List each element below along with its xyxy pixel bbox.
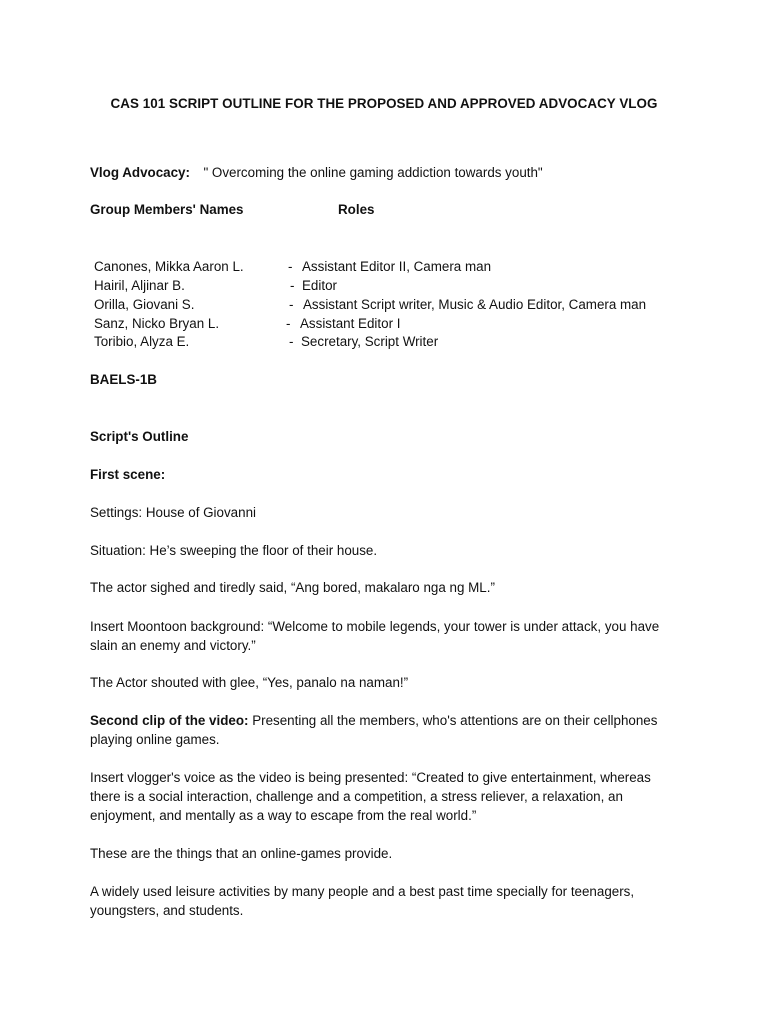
member-role [289, 295, 646, 314]
member-name: Canones, Mikka Aaron L. [94, 259, 244, 274]
settings-line: Settings: House of Giovanni [90, 505, 256, 520]
role-text: Assistant Editor II, Camera man [302, 259, 492, 274]
second-clip-label: Second clip of the video: [90, 713, 249, 728]
leisure-paragraph: A widely used leisure activities by many people and a best past time specially for teenagers, youngsters, and students. [90, 884, 635, 918]
vlogger-voice-paragraph: Insert vlogger's voice as the video is being presented: “Created to give entertainment, whereas there is a social interaction, challenge and a competition, a stress reliever, a relaxation, an enjoyment, and mentally as a way to escape from the real world.” [90, 770, 651, 823]
document-title: CAS 101 SCRIPT OUTLINE FOR THE PROPOSED AND APPROVED ADVOCACY VLOG [110, 96, 658, 111]
members-header: Group Members' Names [90, 202, 244, 217]
second-clip-paragraph [90, 711, 680, 749]
advocacy-text: " Overcoming the online gaming addiction towards youth" [203, 165, 543, 180]
role-text: Editor [302, 278, 337, 293]
advocacy-label: Vlog Advocacy: [90, 165, 190, 180]
outline-heading: Script's Outline [90, 429, 189, 444]
member-role [288, 257, 491, 276]
role-dash: - [288, 259, 293, 274]
role-dash: - [286, 316, 291, 331]
section-label: BAELS-1B [90, 372, 157, 387]
role-text: Assistant Script writer, Music & Audio Editor, Camera man [303, 297, 647, 312]
member-name: Hairil, Aljinar B. [94, 278, 185, 293]
role-text: Secretary, Script Writer [301, 334, 439, 349]
first-scene-heading: First scene: [90, 467, 166, 482]
role-dash: - [289, 334, 294, 349]
member-name: Sanz, Nicko Bryan L. [94, 316, 220, 331]
role-text: Assistant Editor I [300, 316, 401, 331]
second-clip-text: Presenting all the members, who's attentions are on their cellphones playing online games. [90, 713, 658, 747]
member-role [286, 314, 400, 333]
member-role [290, 276, 337, 295]
member-role [289, 332, 438, 351]
member-name: Toribio, Alyza E. [94, 334, 190, 349]
roles-header: Roles [338, 202, 375, 217]
advocacy-line [90, 163, 543, 182]
actor-sighed-line: The actor sighed and tiredly said, “Ang bored, makalaro nga ng ML.” [90, 580, 495, 595]
situation-line: Situation: He’s sweeping the floor of their house. [90, 543, 378, 558]
moontoon-paragraph: Insert Moontoon background: “Welcome to mobile legends, your tower is under attack, you have slain an enemy and victory.” [90, 619, 660, 653]
member-name: Orilla, Giovani S. [94, 297, 195, 312]
actor-shouted-line: The Actor shouted with glee, “Yes, panalo na naman!” [90, 675, 409, 690]
role-dash: - [290, 278, 295, 293]
things-provide-line: These are the things that an online-games provide. [90, 846, 393, 861]
role-dash: - [289, 297, 294, 312]
